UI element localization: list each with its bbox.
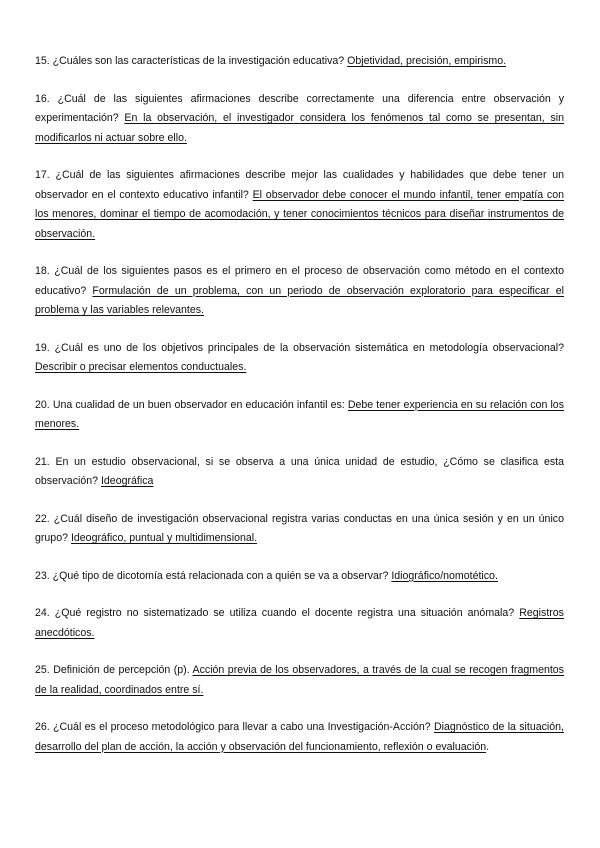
question-text: 16. ¿Cuál de las siguientes afirmaciones describe correctamente una diferencia entre observación y experimentación? (35, 92, 564, 124)
question-text: 17. ¿Cuál de las siguientes afirmaciones describe mejor las cualidades y habilidades que debe tener un observador en el contexto educativo infantil? (35, 169, 564, 201)
question-text: 23. ¿Qué tipo de dicotomía está relacionada con a quién se va a observar? (35, 569, 389, 582)
answer-text: Registros anecdóticos. (35, 607, 564, 639)
question-text: 25. Definición de percepción (p). (35, 664, 190, 676)
answer-text: El observador debe conocer el mundo infantil, tener empatía con los menores, dominar el tiempo de acomodación, y tener conocimientos técnicos para diseñar instrumentos de observación. (35, 188, 564, 240)
answer-text: Idiográfico/nomotético. (391, 569, 498, 582)
question-item-19 (35, 339, 564, 378)
question-item-17 (35, 166, 564, 244)
question-text: 26. ¿Cuál es el proceso metodológico para llevar a cabo una Investigación-Acción? (35, 721, 431, 733)
answer-text: Ideográfico, puntual y multidimensional. (70, 532, 258, 544)
answer-text: Objetividad, precisión, empirismo. (347, 55, 507, 67)
answer-text: Debe tener experiencia en su relación con los menores. (35, 398, 564, 430)
question-text: 21. En un estudio observacional, si se observa a una única unidad de estudio, ¿Cómo se clasifica esta observación? (35, 455, 564, 487)
question-text: 20. Una cualidad de un buen observador en educación infantil es: (35, 398, 345, 411)
question-text: 24. ¿Qué registro no sistematizado se utiliza cuando el docente registra una situación anómala? (35, 607, 515, 619)
question-text: 15. ¿Cuáles son las características de la investigación educativa? (35, 55, 345, 67)
question-item-22 (35, 510, 564, 549)
answer-text: Acción previa de los observadores, a través de la cual se recogen fragmentos de la realidad, coordinados entre sí. (35, 664, 564, 696)
question-text: 22. ¿Cuál diseño de investigación observacional registra varias conductas en una única sesión y en un único grupo? (35, 512, 564, 544)
question-text: 19. ¿Cuál es uno de los objetivos principales de la observación sistemática en metodología observacional? (35, 341, 564, 354)
question-item-26 (35, 718, 564, 757)
question-item-16 (35, 90, 564, 149)
trailing-period: . (486, 740, 490, 753)
question-item-20 (35, 396, 564, 435)
question-item-24 (35, 604, 564, 643)
question-item-25 (35, 661, 564, 700)
answer-text: Describir o precisar elementos conductuales. (35, 361, 247, 373)
question-item-15 (35, 52, 564, 72)
question-item-21 (35, 453, 564, 492)
answer-text: Diagnóstico de la situación, desarrollo del plan de acción, la acción y observación del funcionamiento, reflexión o evaluación (35, 721, 564, 753)
answer-text: Ideográfica (100, 475, 154, 487)
question-text: 18. ¿Cuál de los siguientes pasos es el primero en el proceso de observación como método en el contexto educativo? (35, 265, 564, 297)
answer-text: Formulación de un problema, con un periodo de observación exploratorio para especificar el problema y las variables relevantes. (35, 284, 564, 316)
question-item-18 (35, 262, 564, 321)
answer-text: En la observación, el investigador considera los fenómenos tal como se presentan, sin modificarlos ni actuar sobre ello. (35, 112, 564, 144)
question-item-23 (35, 567, 564, 587)
